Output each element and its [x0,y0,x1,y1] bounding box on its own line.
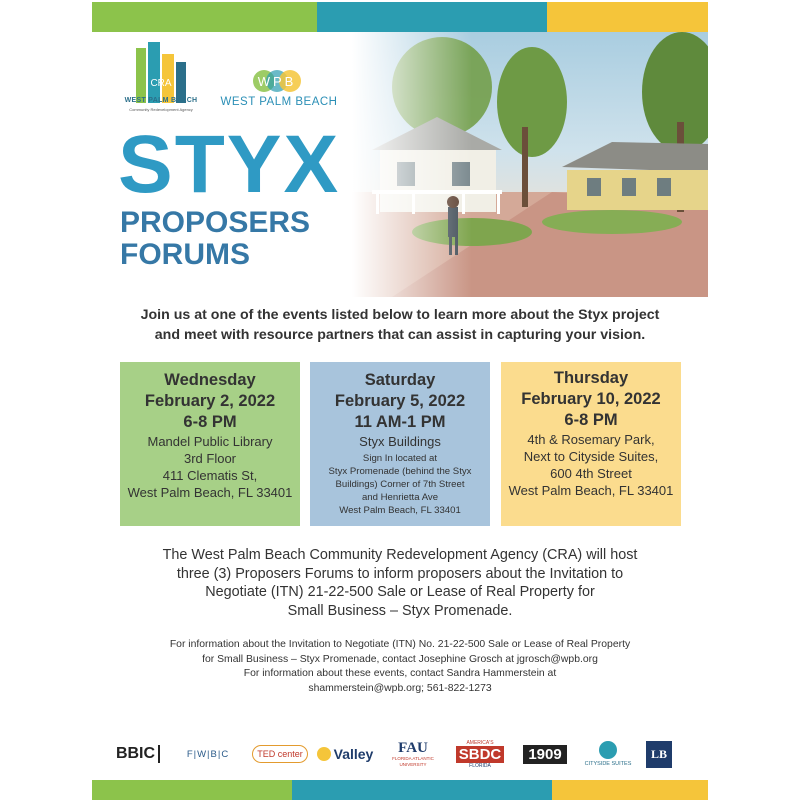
valley-logo-mark [317,747,331,761]
fau-logo-text: FAU [398,739,428,756]
valley-logo [314,734,376,774]
event-day: Wednesday [164,371,256,389]
event-location-line: West Palm Beach, FL 33401 [508,483,674,498]
description-line: three (3) Proposers Forums to inform proposers about the Invitation to [176,565,624,582]
wpb-logo-name: WEST PALM BEACH [220,96,338,108]
event-time: 6-8 PM [183,413,237,431]
sbdc-logo-top: AMERICA'S [466,739,494,746]
valley-logo-text: Valley [333,746,374,762]
sbdc-logo-bottom: FLORIDA [469,762,491,769]
partner-logos [92,734,708,774]
flyer [92,0,708,800]
bbic-logo-text: BBIC [116,745,160,763]
wpb-logo-letters: WPB [257,74,297,89]
lb-logo-text: LB [646,741,672,768]
event-detail-line: Buildings) Corner of 7th Street [335,479,465,490]
sbdc-logo [452,734,508,774]
page-subtitle [120,207,310,271]
contact-info [92,638,708,696]
event-location-line: 411 Clematis St, [162,468,258,483]
description-line: The West Palm Beach Community Redevelopment Agency (CRA) will host [162,547,638,563]
cra-logo-letters: CRA [150,78,172,89]
event-time: 11 AM-1 PM [354,413,446,431]
event-time: 6-8 PM [564,411,618,429]
event-card-thursday [501,362,681,526]
fwbc-logo-text: F|W|B|C [186,748,230,760]
intro-line-1: Join us at one of the events listed below to learn more about the Styx project [140,307,660,323]
description-text [92,546,708,620]
ted-center-logo [252,734,308,774]
ted-center-logo-text: TED center [252,745,308,763]
event-card-saturday [310,362,490,526]
contact-line: shammerstein@wpb.org; 561-822-1273 [308,682,492,694]
description-line: Negotiate (ITN) 21-22-500 Sale or Lease of Real Property for [205,584,595,600]
event-location-line: 600 4th Street [550,466,632,481]
event-location-line: 4th & Rosemary Park, [527,432,655,447]
fau-logo-subtitle: FLORIDA ATLANTIC UNIVERSITY [392,755,434,767]
event-day: Thursday [553,369,629,387]
cityside-logo-text: CITYSIDE SUITES [584,761,632,767]
bbic-logo [114,734,162,774]
event-date: February 5, 2022 [334,392,466,410]
fau-logo [382,734,444,774]
lb-logo [644,734,674,774]
intro-text [92,305,708,345]
fwbc-logo [172,734,244,774]
contact-line: for Small Business – Styx Promenade, contact Josephine Grosch at jgrosch@wpb.org [202,653,598,665]
intro-line-2: and meet with resource partners that can assist in capturing your vision. [154,327,646,343]
event-detail-line: Sign In located at [362,453,438,464]
event-location: Styx Buildings [359,434,441,449]
subtitle-line-2: FORUMS [120,238,250,271]
sbdc-logo-text: SBDC [456,746,505,763]
cra-logo-name: WEST PALM BEACH [124,97,198,104]
nineteen09-logo [520,734,570,774]
page-title: STYX [118,119,341,210]
nineteen09-logo-text: 1909 [523,745,566,764]
description-line: Small Business – Styx Promenade. [287,602,513,619]
event-date: February 2, 2022 [144,392,276,410]
event-day: Saturday [364,371,436,389]
event-detail-line: and Henrietta Ave [361,492,439,503]
contact-line: For information about the Invitation to Negotiate (ITN) No. 21-22-500 Sale or Lease of Real Property [169,639,631,650]
event-location-line: 3rd Floor [183,451,237,466]
event-location-line: Next to Cityside Suites, [523,449,659,464]
event-detail-line: Styx Promenade (behind the Styx [328,466,472,477]
subtitle-line-1: PROPOSERS [120,206,311,239]
event-location-line: Mandel Public Library [147,434,273,449]
bottom-color-band [92,780,708,800]
wpb-logo [242,68,312,94]
cra-logo-subtitle: Community Redevelopment Agency [129,107,193,112]
event-location-line: West Palm Beach, FL 33401 [127,485,293,500]
contact-line: For information about these events, contact Sandra Hammerstein at [243,668,557,679]
cityside-logo-mark [599,741,617,759]
cityside-suites-logo [576,734,640,774]
event-date: February 10, 2022 [521,390,661,408]
top-color-band [92,2,708,32]
event-card-wednesday [120,362,300,526]
hero-illustration [352,32,708,297]
event-detail-line: West Palm Beach, FL 33401 [339,505,461,516]
